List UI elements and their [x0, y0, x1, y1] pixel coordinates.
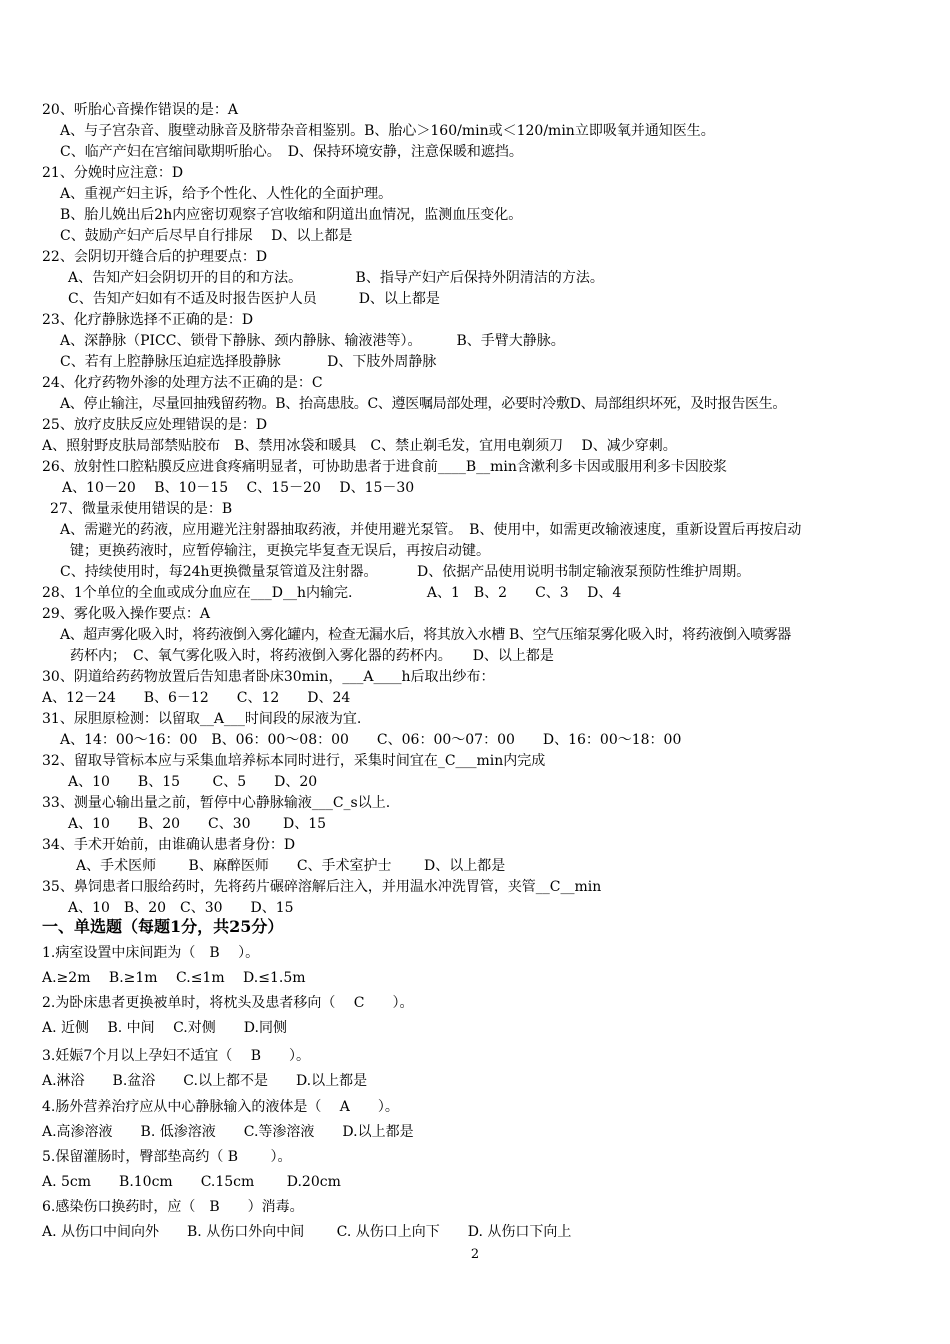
q23-title: 23、化疗静脉选择不正确的是：D	[42, 312, 254, 328]
q26-title: 26、放射性口腔粘膜反应进食疼痛明显者，可协助患者于进食前____B__min含漱利多卡因或服用利多卡因胶浆	[42, 459, 727, 475]
q27-title: 27、微量汞使用错误的是：B	[50, 501, 233, 517]
sc-q3-options: A.淋浴 B.盆浴 C.以上都不是 D.以上都是	[42, 1073, 368, 1089]
q23-options-cd: C、若有上腔静脉压迫症选择股静脉 D、下肢外周静脉	[60, 354, 437, 370]
q30-options: A、12－24 B、6－12 C、12 D、24	[42, 690, 351, 706]
q26-options: A、10－20 B、10－15 C、15－20 D、15－30	[62, 480, 415, 496]
q34-title: 34、手术开始前，由谁确认患者身份：D	[42, 837, 296, 853]
q29-title: 29、雾化吸入操作要点：A	[42, 606, 210, 622]
sc-q4-options: A.高渗溶液 B. 低渗溶液 C.等渗溶液 D.以上都是	[42, 1124, 414, 1140]
q20-options-ab: A、与子宫杂音、腹壁动脉音及脐带杂音相鉴别。B、胎心＞160/min或＜120/min立即吸氧并通知医生。	[60, 123, 715, 139]
sc-q1-options: A.≥2m B.≥1m C.≤1m D.≤1.5m	[42, 970, 306, 986]
q29-options-cd: 药杯内； C、氧气雾化吸入时，将药液倒入雾化器的药杯内。 D、以上都是	[70, 648, 554, 664]
section-title: 一、单选题（每题1分，共25分）	[42, 917, 284, 936]
sc-q1: 1.病室设置中床间距为（ B ）。	[42, 945, 260, 961]
q32-title: 32、留取导管标本应与采集血培养标本同时进行，采集时间宜在_C___min内完成	[42, 753, 546, 769]
q33-title: 33、测量心输出量之前，暂停中心静脉输液___C_s以上.	[42, 795, 391, 811]
q31-options: A、14：00～16：00 B、06：00～08：00 C、06：00～07：00 D、16：00～18：00	[60, 732, 682, 748]
q25-options: A、照射野皮肤局部禁贴胶布 B、禁用冰袋和暖具 C、禁止剃毛发，宜用电剃须刀 D、减少穿刺。	[42, 438, 677, 454]
q24-title: 24、化疗药物外渗的处理方法不正确的是：C	[42, 375, 323, 391]
q20-options-cd: C、临产产妇在宫缩间歇期听胎心。 D、保持环境安静，注意保暖和遮挡。	[60, 144, 523, 160]
sc-q2-options: A. 近侧 B. 中间 C.对侧 D.同侧	[42, 1020, 287, 1036]
sc-q6-options: A. 从伤口中间向外 B. 从伤口外向中间 C. 从伤口上向下 D. 从伤口下向上	[42, 1224, 572, 1240]
q35-options: A、10 B、20 C、30 D、15	[68, 900, 294, 916]
q22-title: 22、会阴切开缝合后的护理要点：D	[42, 249, 268, 265]
q30-title: 30、阴道给药药物放置后告知患者卧床30min，___A____h后取出纱布：	[42, 669, 495, 685]
q31-title: 31、尿胆原检测：以留取__A___时间段的尿液为宜.	[42, 711, 362, 727]
q35-title: 35、鼻饲患者口服给药时，先将药片碾碎溶解后注入，并用温水冲洗胃管，夹管__C__min	[42, 879, 602, 895]
q28-title: 28、1个单位的全血或成分血应在___D__h内输完. A、1 B、2 C、3 D、4	[42, 585, 622, 601]
sc-q3: 3.妊娠7个月以上孕妇不适宜（ B ）。	[42, 1048, 311, 1064]
sc-q6: 6.感染伤口换药时，应（ B ）消毒。	[42, 1199, 304, 1215]
q27-options-b-cont: 键；更换药液时，应暂停输注，更换完毕复查无误后，再按启动键。	[70, 543, 490, 559]
q27-options-ab: A、需避光的药液，应用避光注射器抽取药液，并使用避光泵管。 B、使用中，如需更改输液速度，重新设置后再按启动	[60, 522, 802, 538]
sc-q5-options: A. 5cm B.10cm C.15cm D.20cm	[42, 1174, 341, 1190]
q20-title: 20、听胎心音操作错误的是：A	[42, 102, 238, 118]
q33-options: A、10 B、20 C、30 D、15	[68, 816, 327, 832]
q23-options-ab: A、深静脉（PICC、锁骨下静脉、颈内静脉、输液港等）。 B、手臂大静脉。	[60, 333, 565, 349]
sc-q5: 5.保留灌肠时，臀部垫高约（ B ）。	[42, 1149, 292, 1165]
page-number: 2	[470, 1247, 480, 1262]
q34-options: A、手术医师 B、麻醉医师 C、手术室护士 D、以上都是	[76, 858, 506, 874]
q24-options: A、停止输注，尽量回抽残留药物。B、抬高患肢。C、遵医嘱局部处理，必要时冷敷D、局部组织坏死，及时报告医生。	[60, 396, 787, 412]
q21-option-a: A、重视产妇主诉，给予个性化、人性化的全面护理。	[60, 186, 393, 202]
q22-options-cd: C、告知产妇如有不适及时报告医护人员 D、以上都是	[68, 291, 440, 307]
q21-title: 21、分娩时应注意：D	[42, 165, 184, 181]
sc-q2: 2.为卧床患者更换被单时，将枕头及患者移向（ C ）。	[42, 995, 414, 1011]
sc-q4: 4.肠外营养治疗应从中心静脉输入的液体是（ A ）。	[42, 1099, 399, 1115]
q27-options-cd: C、持续使用时，每24h更换微量泵管道及注射器。 D、依据产品使用说明书制定输液泵预防性维护周期。	[60, 564, 751, 580]
q22-options-ab: A、告知产妇会阴切开的目的和方法。 B、指导产妇产后保持外阴清洁的方法。	[68, 270, 604, 286]
q25-title: 25、放疗皮肤反应处理错误的是：D	[42, 417, 268, 433]
q21-options-cd: C、鼓励产妇产后尽早自行排尿 D、以上都是	[60, 228, 353, 244]
q21-option-b: B、胎儿娩出后2h内应密切观察子宫收缩和阴道出血情况，监测血压变化。	[60, 207, 523, 223]
q29-options-ab: A、超声雾化吸入时，将药液倒入雾化罐内，检查无漏水后，将其放入水槽 B、空气压缩泵雾化吸入时，将药液倒入喷雾器	[60, 627, 791, 643]
q32-options: A、10 B、15 C、5 D、20	[68, 774, 318, 790]
